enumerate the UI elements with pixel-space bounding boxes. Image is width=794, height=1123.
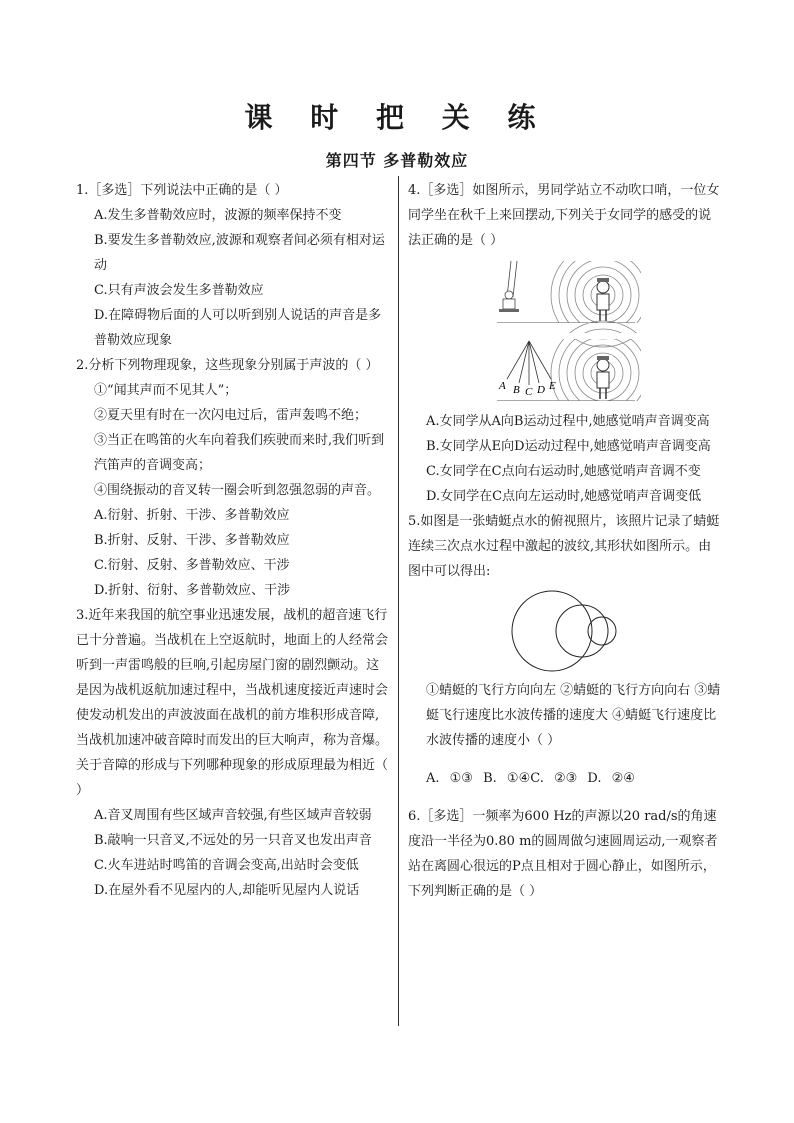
option-d: D.女同学在C点向左运动时,她感觉哨声音调变低 <box>426 489 702 504</box>
option-a: A.音叉周围有些区域声音较强,有些区域声音较弱 <box>94 808 372 823</box>
page-title: 课 时 把 关 练 <box>244 101 550 134</box>
option-a: A.女同学从A向B运动过程中,她感觉哨声音调变高 <box>426 414 710 429</box>
option-b: B.女同学从E向D运动过程中,她感觉哨声音调变高 <box>426 439 711 454</box>
point-label-a: A <box>499 380 506 392</box>
point-label-e: E <box>549 380 556 392</box>
question-stem: 4.［多选］如图所示，男同学站立不动吹口哨，一位女同学坐在秋千上来回摆动,下列关于女同学的感受的说法正确的是（ ） <box>408 183 720 248</box>
option-d: D.折射、衍射、多普勒效应、干涉 <box>94 583 291 598</box>
column-divider <box>398 176 399 1026</box>
option-b: B.要发生多普勒效应,波源和观察者间必须有相对运动 <box>94 233 385 273</box>
point-label-d: D <box>537 384 545 396</box>
question-stem: 2.分析下列物理现象，这些现象分别属于声波的（ ） <box>76 358 379 373</box>
question-1 <box>76 178 392 353</box>
question-4 <box>408 178 724 509</box>
question-stem: 1.［多选］下列说法中正确的是（ ） <box>76 183 288 198</box>
statement-3: ③当正在鸣笛的火车向着我们疾驶而来时,我们听到汽笛声的音调变高； <box>94 433 385 473</box>
question-stem: 6.［多选］一频率为600 Hz的声源以20 rad/s的角速度沿一半径为0.80 m的圆周做匀速圆周运动,一观察者站在离圆心很远的P点且相对于圆心静止，如图所示，下列判断正确的是（ ） <box>408 809 718 899</box>
option-b: B.敲响一只音叉,不远处的另一只音叉也发出声音 <box>94 833 372 848</box>
option-d: D.在障碍物后面的人可以听到别人说话的声音是多普勒效应现象 <box>94 308 382 348</box>
option-c: C.只有声波会发生多普勒效应 <box>94 283 264 298</box>
option-c: C.女同学在C点向右运动时,她感觉哨声音调不变 <box>426 464 701 479</box>
question-stem: 3.近年来我国的航空事业迅速发展，战机的超音速飞行已十分普遍。当战机在上空返航时，地面上的人经常会听到一声雷鸣般的巨响,引起房屋门窗的剧烈颤动。这是因为战机返航加速过程中，当战机速度接近声速时会使发动机发出的声波波面在战机的前方堆积形成音障,当战机加速冲破音障时而发出的巨大响声，称为音爆。关于音障的形成与下列哪种现象的形成原理最为相近（ ） <box>76 608 389 798</box>
option-c: C.衍射、反射、多普勒效应、干涉 <box>94 558 290 573</box>
statement-2: ②夏天里有时在一次闪电过后，雷声轰鸣不绝； <box>94 408 368 423</box>
question-2 <box>76 353 392 603</box>
options: A. ①③ B. ①④C. ②③ D. ②④ <box>426 771 635 786</box>
option-a: A.发生多普勒效应时，波源的频率保持不变 <box>94 208 342 223</box>
option-a: A.衍射、折射、干涉、多普勒效应 <box>94 508 290 523</box>
question-3 <box>76 603 392 903</box>
question-5 <box>408 509 724 791</box>
bottom-panel-illustration <box>491 321 641 405</box>
point-label-c: C <box>525 386 533 398</box>
section-subtitle: 第四节 多普勒效应 <box>325 151 469 170</box>
statement-1: ①“闻其声而不见其人”； <box>94 383 238 398</box>
question-stem: 5.如图是一张蜻蜓点水的俯视照片，该照片记录了蜻蜓连续三次点水过程中激起的波纹,其形状如图所示。由图中可以得出: <box>408 514 720 579</box>
option-c: C.火车进站时鸣笛的音调会变高,出站时会变低 <box>94 858 359 873</box>
option-d: D.在屋外看不见屋内的人,却能听见屋内人说话 <box>94 883 360 898</box>
right-column <box>408 178 724 904</box>
ripple-circles-figure <box>506 588 626 674</box>
left-column <box>76 178 392 903</box>
statements: ①蜻蜓的飞行方向向左 ②蜻蜓的飞行方向向右 ③蜻蜓飞行速度比水波传播的速度大 ④蜻蜓飞行速度比水波传播的速度小（ ） <box>426 683 721 748</box>
option-b: B.折射、反射、干涉、多普勒效应 <box>94 533 290 548</box>
question-6 <box>408 804 724 904</box>
statement-4: ④围绕振动的音叉转一圈会听到忽强忽弱的声音。 <box>94 483 381 498</box>
point-label-b: B <box>513 384 520 396</box>
swing-whistle-figure <box>491 257 641 405</box>
